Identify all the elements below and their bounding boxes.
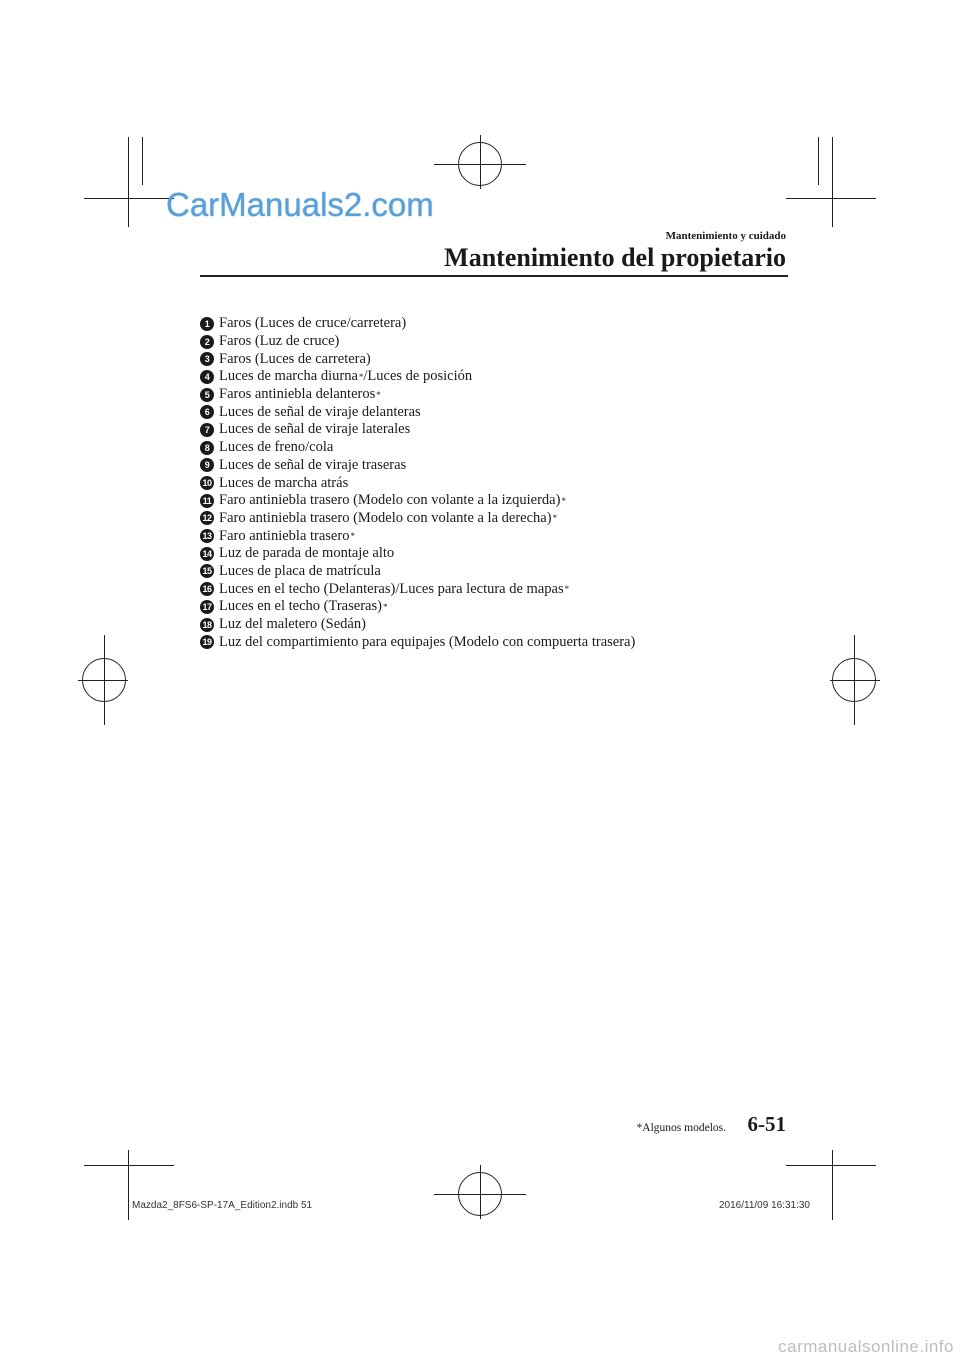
number-badge-icon: 12 xyxy=(200,511,214,525)
list-item-text: Faro antiniebla trasero (Modelo con volante a la derecha) xyxy=(219,509,552,526)
number-badge-icon: 15 xyxy=(200,564,214,578)
number-badge-icon: 7 xyxy=(200,423,214,437)
list-item: 11 Faro antiniebla trasero (Modelo con volante a la izquierda) * xyxy=(200,492,800,510)
list-item-text: Luz de parada de montaje alto xyxy=(219,545,395,562)
page-number: 6-51 xyxy=(747,1112,786,1136)
list-item-text: Luces en el techo (Delanteras)/Luces para lectura de mapas xyxy=(219,580,564,597)
list-item: 12 Faro antiniebla trasero (Modelo con volante a la derecha) * xyxy=(200,510,800,528)
list-item xyxy=(200,616,800,634)
number-badge-icon: 1 xyxy=(200,317,214,331)
number-badge-icon: 18 xyxy=(200,618,214,632)
list-item xyxy=(200,403,800,421)
number-badge-icon: 6 xyxy=(200,405,214,419)
list-item xyxy=(200,421,800,439)
list-item-text: Luz del compartimiento para equipajes (Modelo con compuerta trasera) xyxy=(219,633,636,650)
list-item-text: Faros antiniebla delanteros xyxy=(219,386,376,403)
list-item xyxy=(200,633,800,651)
list-item-text: Luz del maletero (Sedán) xyxy=(219,616,366,633)
watermark-logo: CarManuals2.com xyxy=(166,186,434,223)
list-item xyxy=(200,563,800,581)
list-item: 4 Luces de marcha diurna * /Luces de posición xyxy=(200,368,800,386)
list-item-text: Faros (Luces de carretera) xyxy=(219,350,371,367)
list-item-text: Luces de marcha diurna xyxy=(219,368,358,385)
list-item xyxy=(200,350,800,368)
list-item-text: Luces de marcha atrás xyxy=(219,474,349,491)
list-item: 17 Luces en el techo (Traseras) * xyxy=(200,598,800,616)
list-item xyxy=(200,457,800,475)
section-label: Mantenimiento y cuidado xyxy=(665,230,786,242)
list-item-suffix: /Luces de posición xyxy=(363,368,473,385)
list-item-text: Luces de señal de viraje delanteras xyxy=(219,403,421,420)
number-badge-icon: 8 xyxy=(200,441,214,455)
light-list xyxy=(200,315,800,651)
list-item: 16 Luces en el techo (Delanteras)/Luces para lectura de mapas * xyxy=(200,580,800,598)
list-item-text: Luces de freno/cola xyxy=(219,439,334,456)
list-item-text: Faros (Luces de cruce/carretera) xyxy=(219,315,407,332)
footnote: *Algunos modelos. xyxy=(636,1122,726,1134)
list-item-text: Luces de señal de viraje laterales xyxy=(219,421,411,438)
number-badge-icon: 13 xyxy=(200,529,214,543)
number-badge-icon: 5 xyxy=(200,388,214,402)
print-date-info: 2016/11/09 16:31:30 xyxy=(718,1200,810,1211)
number-badge-icon: 4 xyxy=(200,370,214,384)
list-item xyxy=(200,439,800,457)
header-rule xyxy=(200,275,788,277)
number-badge-icon: 16 xyxy=(200,582,214,596)
number-badge-icon: 10 xyxy=(200,476,214,490)
list-item-text: Luces de señal de viraje traseras xyxy=(219,456,407,473)
list-item xyxy=(200,474,800,492)
list-item xyxy=(200,333,800,351)
number-badge-icon: 14 xyxy=(200,547,214,561)
list-item xyxy=(200,545,800,563)
number-badge-icon: 2 xyxy=(200,335,214,349)
list-item-text: Luces de placa de matrícula xyxy=(219,562,381,579)
number-badge-icon: 19 xyxy=(200,635,214,649)
list-item-text: Faro antiniebla trasero xyxy=(219,527,350,544)
print-file-info: Mazda2_8FS6-SP-17A_Edition2.indb 51 xyxy=(132,1200,313,1211)
list-item-text: Faro antiniebla trasero (Modelo con volante a la izquierda) xyxy=(219,492,561,509)
list-item: 13 Faro antiniebla trasero * xyxy=(200,527,800,545)
list-item: 5 Faros antiniebla delanteros * xyxy=(200,386,800,404)
page-title: Mantenimiento del propietario xyxy=(444,243,786,272)
number-badge-icon: 3 xyxy=(200,352,214,366)
watermark-footer: carmanualsonline.info xyxy=(778,1337,954,1356)
number-badge-icon: 9 xyxy=(200,458,214,472)
number-badge-icon: 11 xyxy=(200,494,214,508)
list-item-text: Faros (Luz de cruce) xyxy=(219,333,340,350)
list-item xyxy=(200,315,800,333)
list-item-text: Luces en el techo (Traseras) xyxy=(219,598,382,615)
number-badge-icon: 17 xyxy=(200,600,214,614)
